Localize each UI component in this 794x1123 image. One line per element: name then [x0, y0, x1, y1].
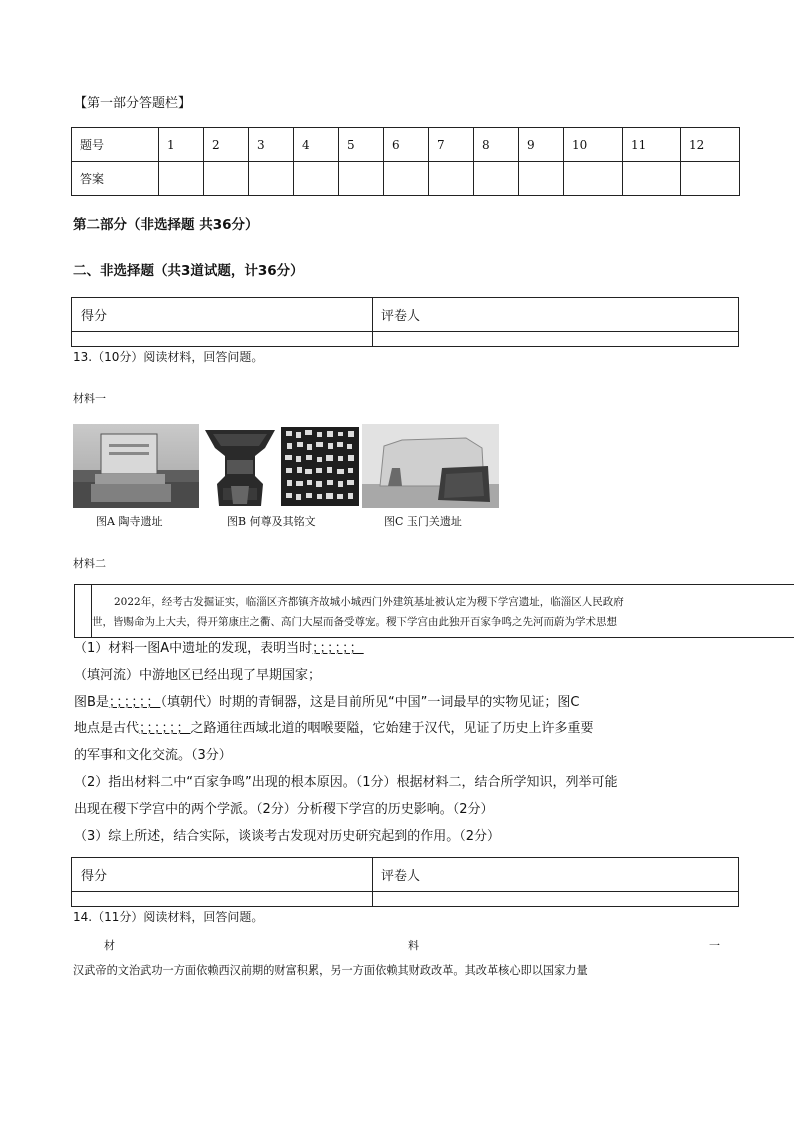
q14-material-char-3: 一 [709, 939, 720, 952]
q14-material-line1: 汉武帝的文治武功一方面依赖西汉前期的财富积累，另一方面依赖其财政改革。其改革核心即以国家力量 [73, 964, 588, 977]
photo-taosi-site [73, 424, 199, 508]
answer-cell[interactable] [564, 162, 623, 196]
q13-part3-line: （3）综上所述，结合实际，谈谈考古发现对历史研究起到的作用。（2分） [74, 829, 501, 844]
score-box [71, 857, 739, 907]
q13-line4-suffix: 之路通往西域北道的咽喉要隘，它始建于汉代，见证了历史上许多重要 [190, 721, 594, 736]
question-number: 4 [294, 128, 339, 162]
part1-title: 【第一部分答题栏】 [74, 96, 192, 111]
q13-part1-line4 [74, 720, 594, 738]
answer-cell[interactable] [339, 162, 384, 196]
answer-cell[interactable] [623, 162, 681, 196]
grader-label: 评卷人 [381, 869, 421, 884]
answer-table [71, 127, 740, 196]
grader-label: 评卷人 [381, 309, 421, 324]
q14-material-char-2: 料 [408, 939, 419, 952]
section2-title: 二、非选择题（共3道试题，计36分） [73, 263, 304, 279]
question-number-row [72, 128, 740, 162]
question-number: 8 [474, 128, 519, 162]
answer-cell[interactable] [519, 162, 564, 196]
q13-part2-line1: （2）指出材料二中“百家争鸣”出现的根本原因。（1分）根据材料二，结合所学知识，列举可能 [74, 775, 618, 790]
question-number: 1 [159, 128, 204, 162]
q13-line4-prefix: 地点是古代 [74, 721, 140, 736]
q13-part1-line2: （填河流）中游地区已经出现了早期国家； [74, 668, 322, 683]
photo-yumen-pass [362, 424, 499, 508]
material2-quote-box [74, 584, 794, 638]
q13-line3-suffix: （填朝代）时期的青铜器，这是目前所见“中国”一词最早的实物见证；图C [160, 695, 580, 710]
question-number: 11 [623, 128, 681, 162]
question-number: 3 [249, 128, 294, 162]
caption-a: 图A 陶寺遗址 [96, 515, 163, 528]
q14-title: 14.（11分）阅读材料，回答问题。 [73, 910, 264, 924]
q14-material-char-1: 材 [104, 939, 115, 952]
question-number: 10 [564, 128, 623, 162]
question-number: 9 [519, 128, 564, 162]
caption-c: 图C 玉门关遗址 [384, 515, 462, 528]
caption-b: 图B 何尊及其铭文 [227, 515, 316, 528]
answer-row [72, 162, 740, 196]
material2-line-2: 世，皆赐命为上大夫，得开第康庄之衢、高门大屋而备受尊宠。稷下学宫由此独开百家争鸣之先河而蔚为学术思想 [92, 616, 617, 628]
row-label: 答案 [72, 162, 159, 196]
answer-cell[interactable] [681, 162, 740, 196]
answer-cell[interactable] [159, 162, 204, 196]
material1-label: 材料一 [73, 392, 106, 405]
row-label: 题号 [72, 128, 159, 162]
question-number: 5 [339, 128, 384, 162]
answer-cell[interactable] [384, 162, 429, 196]
answer-cell[interactable] [429, 162, 474, 196]
part2-title: 第二部分（非选择题 共36分） [73, 217, 259, 233]
question-number: 12 [681, 128, 740, 162]
material2-line-1: 2022年，经考古发掘证实，临淄区齐都镇齐故城小城西门外建筑基址被认定为稷下学宫遗址，临淄区人民政府 [114, 596, 624, 608]
score-box [71, 297, 739, 347]
river-answer-blank[interactable]: ；；；；；； [312, 641, 364, 656]
q13-part1-line1 [74, 640, 364, 658]
question-number: 6 [384, 128, 429, 162]
answer-cell[interactable] [204, 162, 249, 196]
q13-part1-line3 [74, 694, 580, 712]
photo-he-zun-vessel [203, 426, 277, 508]
material2-label: 材料二 [73, 557, 106, 570]
dynasty-answer-blank[interactable]: ；；；；；； [108, 695, 161, 710]
photo-he-zun-inscription [281, 427, 359, 506]
q13-part1-line5: 的军事和文化交流。（3分） [74, 748, 232, 763]
q13-part1-prefix: （1）材料一图A中遗址的发现，表明当时 [74, 641, 313, 656]
question-number: 2 [204, 128, 249, 162]
score-label: 得分 [81, 869, 108, 884]
q13-line3-prefix: 图B是 [74, 695, 109, 710]
answer-cell[interactable] [249, 162, 294, 196]
answer-cell[interactable] [474, 162, 519, 196]
score-label: 得分 [81, 309, 108, 324]
q13-part2-line2: 出现在稷下学宫中的两个学派。（2分）分析稷下学宫的历史影响。（2分） [74, 802, 494, 817]
road-answer-blank[interactable]: ；；；；；； [139, 721, 191, 736]
question-number: 7 [429, 128, 474, 162]
q13-title: 13.（10分）阅读材料，回答问题。 [73, 350, 264, 364]
answer-cell[interactable] [294, 162, 339, 196]
